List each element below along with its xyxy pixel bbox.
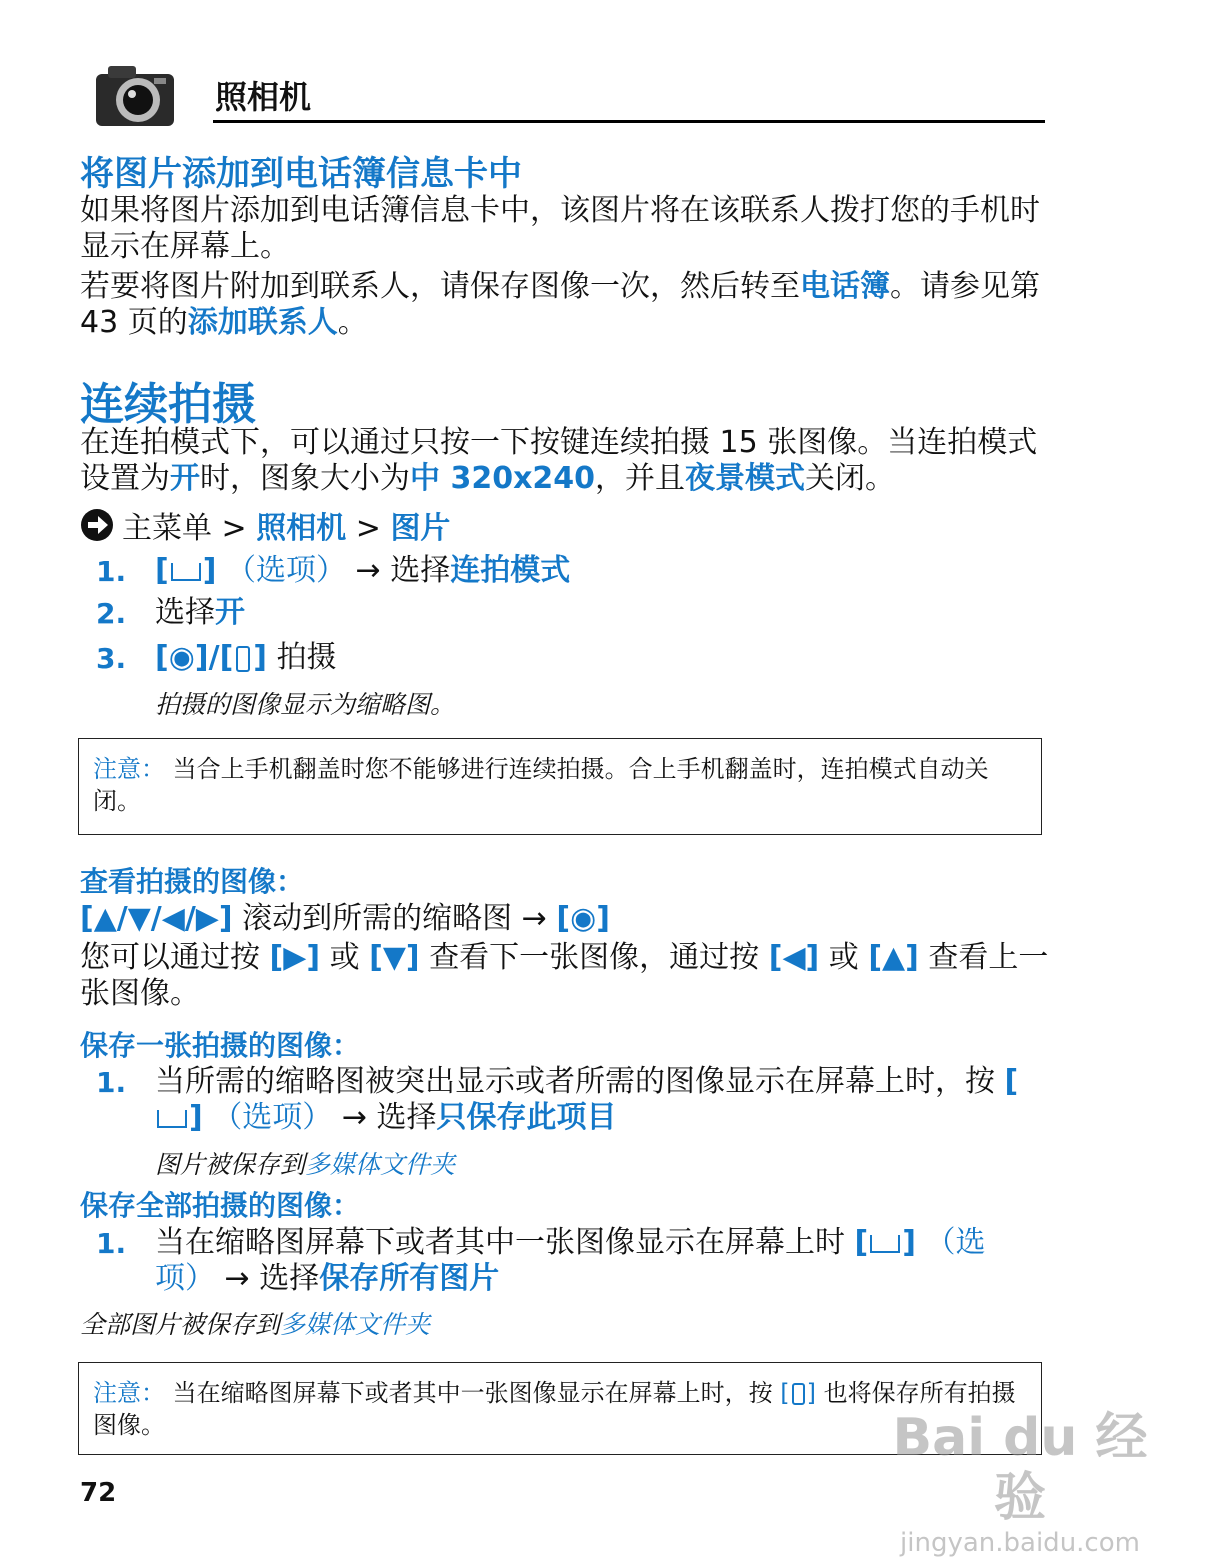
- view-title: 查看拍摄的图像：: [80, 865, 305, 898]
- multimedia-folder-link[interactable]: 多媒体文件夹: [280, 1310, 431, 1339]
- arrow-right-icon: [80, 508, 114, 551]
- result-text: 全部图片被保存到: [80, 1310, 281, 1339]
- options-label: （选项）: [212, 1100, 333, 1135]
- paragraph-text: 如果将图片添加到电话簿信息卡中，该图片将在该联系人拨打您的手机时显示在屏幕上。: [80, 193, 1040, 264]
- save-one-step: [155, 1064, 1035, 1136]
- right-key-icon: [▶]: [269, 940, 321, 975]
- step-text: 当在缩略图屏幕下或者其中一张图像显示在屏幕上时: [155, 1225, 845, 1260]
- add-contact-link[interactable]: 添加联系人: [187, 305, 338, 340]
- section-title-burst: 连续拍摄: [80, 379, 256, 430]
- left-key-icon: [◀]: [768, 940, 820, 975]
- note-label: 注意：: [93, 1379, 165, 1407]
- page-number: 72: [80, 1478, 117, 1508]
- paragraph-text: 。请参见第 43 页的: [80, 269, 1040, 340]
- step-1: [155, 553, 1035, 589]
- step-text: → 选择: [341, 1100, 437, 1135]
- step-number: 1.: [96, 1227, 127, 1260]
- path-main-menu: 主菜单 >: [122, 511, 257, 546]
- save-all-option: 保存所有图片: [319, 1261, 500, 1296]
- step-number: 1.: [96, 1066, 127, 1099]
- step-text: 选择: [155, 595, 215, 630]
- note-label: 注意：: [93, 755, 165, 783]
- on-option: 开: [215, 595, 245, 630]
- burst-mode-option: 连拍模式: [450, 553, 571, 588]
- watermark-url: jingyan.baidu.com: [900, 1528, 1140, 1558]
- paragraph-text: 在连拍模式下，可以通过只按一下按键连续拍摄 15 张图像。当连拍模式设置为: [80, 425, 1038, 496]
- softkey-left-icon: [ ]: [155, 553, 217, 588]
- step-result: 拍摄的图像显示为缩略图。: [155, 690, 456, 719]
- note-text: 也将保存所有拍摄图像。: [93, 1379, 1016, 1439]
- side-key-icon: [ ]: [780, 1379, 817, 1407]
- paragraph-text: 查看上一张图像。: [80, 940, 1049, 1011]
- option-size: 中 320x240: [410, 461, 596, 496]
- save-all-title: 保存全部拍摄的图像：: [80, 1189, 361, 1222]
- step-3: [◉]/[ ] 拍摄: [155, 640, 337, 675]
- softkey-left-icon: []: [155, 1064, 1018, 1135]
- side-key-icon: [ ]: [219, 640, 268, 675]
- step-text: → 选择: [355, 553, 451, 588]
- option-night-mode: 夜景模式: [685, 461, 806, 496]
- watermark: [870, 1408, 1170, 1558]
- nav-keys-icon: [▲/▼/◀/▶]: [80, 901, 233, 936]
- path-pictures: 图片: [390, 511, 451, 546]
- paragraph: [80, 425, 1050, 497]
- options-label: （选项）: [225, 553, 346, 588]
- paragraph-text: ，并且: [595, 461, 686, 496]
- camera-icon: [92, 60, 178, 132]
- step-number: 2.: [96, 597, 127, 630]
- view-text: 滚动到所需的缩略图 →: [242, 901, 547, 936]
- paragraph: [80, 193, 1050, 265]
- options-label: （选项）: [155, 1225, 986, 1296]
- menu-path: [80, 508, 450, 551]
- step-number: 1.: [96, 555, 127, 588]
- center-key-icon: [◉]: [155, 640, 209, 675]
- paragraph: [80, 269, 1050, 341]
- step-result: [80, 1305, 430, 1341]
- paragraph-text: 时，图象大小为: [200, 461, 410, 496]
- path-separator: >: [346, 511, 391, 546]
- save-all-step: [155, 1225, 1035, 1297]
- paragraph-text: 查看下一张图像，通过按: [429, 940, 760, 975]
- step-text: 当所需的缩略图被突出显示或者所需的图像显示在屏幕上时，按: [155, 1064, 995, 1099]
- multimedia-folder-link[interactable]: 多媒体文件夹: [305, 1150, 456, 1179]
- step-number: 3.: [96, 642, 127, 675]
- paragraph-text: 或: [329, 940, 360, 975]
- paragraph: [80, 940, 1050, 1012]
- header-rule: [213, 120, 1045, 123]
- paragraph-text: 若要将图片附加到联系人，请保存图像一次，然后转至: [80, 269, 800, 304]
- view-line: [80, 901, 610, 937]
- path-camera: 照相机: [256, 511, 347, 546]
- note-text: 当合上手机翻盖时您不能够进行连续拍摄。合上手机翻盖时，连拍模式自动关闭。: [93, 755, 989, 815]
- paragraph-text: 或: [828, 940, 859, 975]
- note-box: [78, 738, 1042, 835]
- paragraph-text: 您可以通过按: [80, 940, 260, 975]
- option-on: 开: [170, 461, 200, 496]
- note-text: 当在缩略图屏幕下或者其中一张图像显示在屏幕上时，按: [165, 1379, 773, 1407]
- save-one-title: 保存一张拍摄的图像：: [80, 1029, 361, 1062]
- step-2: [155, 595, 1035, 631]
- page-title: 照相机: [215, 78, 312, 116]
- step-text: 拍摄: [276, 640, 337, 675]
- center-key-icon: [◉]: [556, 901, 610, 936]
- step-result: [155, 1145, 455, 1181]
- section-title-add-to-phonebook: 将图片添加到电话簿信息卡中: [80, 154, 522, 194]
- up-key-icon: [▲]: [868, 940, 919, 975]
- softkey-left-icon: [ ]: [854, 1225, 916, 1260]
- result-text: 图片被保存到: [155, 1150, 306, 1179]
- watermark-logo: Bai du 经验: [892, 1408, 1148, 1528]
- paragraph-text: 。: [337, 305, 368, 340]
- down-key-icon: [▼]: [369, 940, 420, 975]
- step-text: → 选择: [224, 1261, 320, 1296]
- phonebook-link[interactable]: 电话簿: [800, 269, 890, 304]
- save-this-option: 只保存此项目: [436, 1100, 617, 1135]
- paragraph-text: 关闭。: [805, 461, 896, 496]
